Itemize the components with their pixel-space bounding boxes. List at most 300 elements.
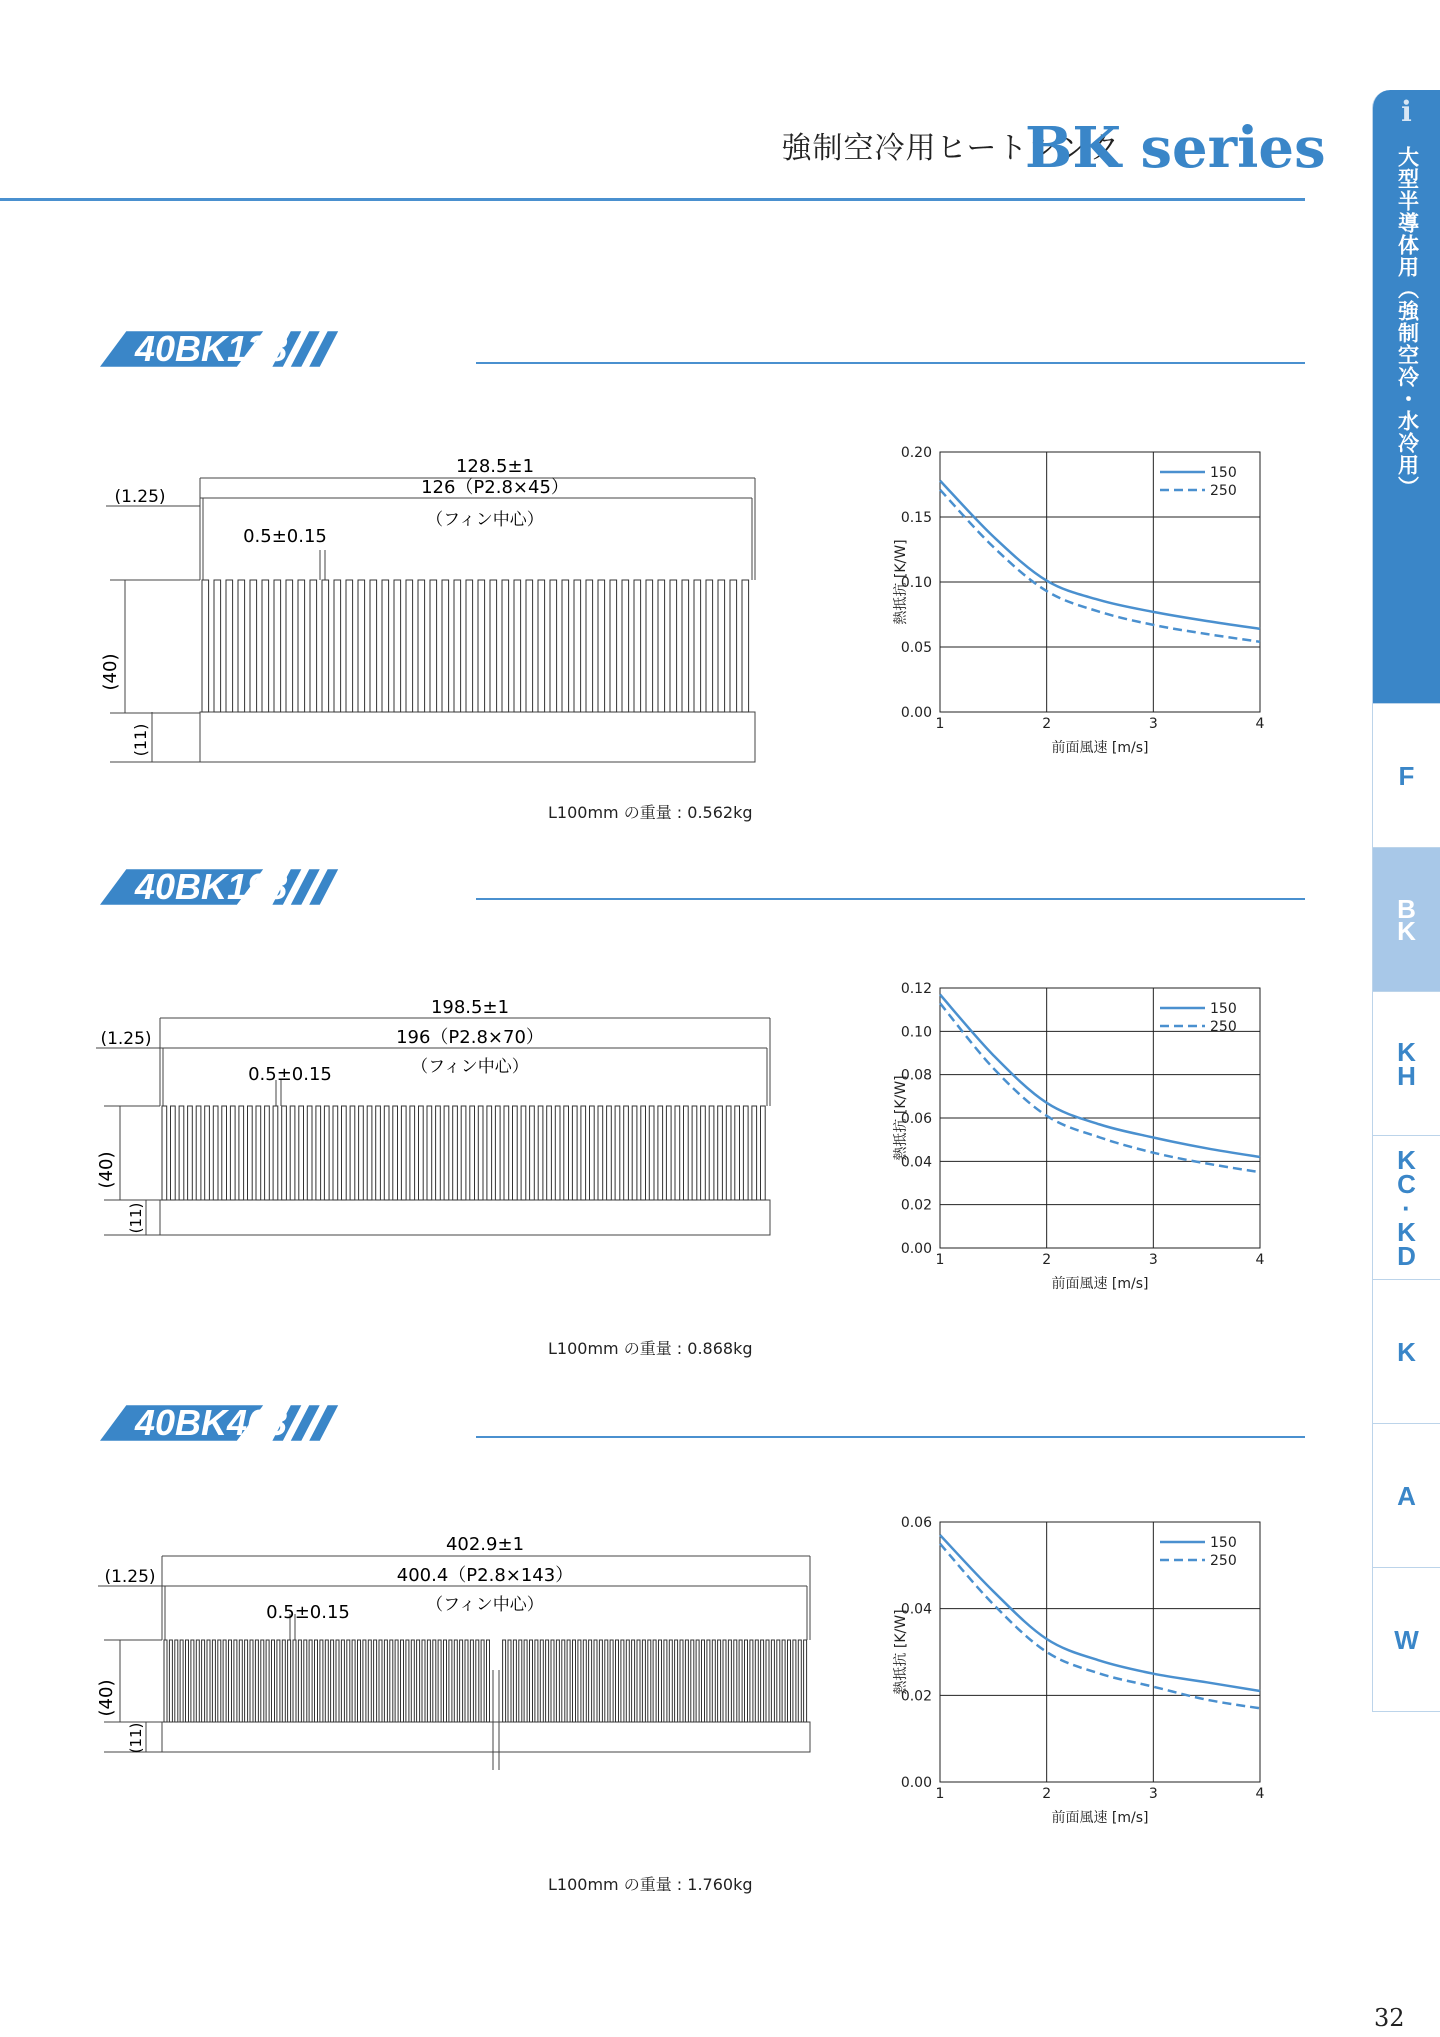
y-tick-label: 0.05: [900, 640, 932, 656]
fin: [590, 1106, 595, 1200]
fin: [261, 1640, 264, 1722]
x-tick-label: 1: [935, 1786, 945, 1802]
fin: [427, 1106, 432, 1200]
fin: [538, 580, 545, 712]
y-tick-label: 0.15: [900, 510, 932, 526]
fin: [521, 1106, 526, 1200]
fin: [632, 1640, 635, 1722]
weight-note: L100mm の重量 : 0.562kg: [548, 803, 753, 822]
fin: [422, 1640, 425, 1722]
fin: [202, 1640, 205, 1722]
fin: [504, 1106, 509, 1200]
fin: [418, 580, 425, 712]
sidebar-tab-main[interactable]: [1372, 90, 1440, 704]
fin: [310, 580, 317, 712]
dim-pitch: 196（P2.8×70）: [396, 1027, 544, 1048]
dim-fin-thickness: 0.5±0.15: [243, 526, 327, 547]
fin: [615, 1106, 620, 1200]
dim-pitch: 126（P2.8×45）: [421, 477, 569, 498]
fin: [682, 580, 689, 712]
dim-height: (40): [96, 1679, 117, 1717]
legend-label: 250: [1210, 1553, 1237, 1569]
fin: [444, 1106, 449, 1200]
sidebar-tab-k[interactable]: K: [1372, 1280, 1440, 1424]
fin-array: [202, 580, 749, 712]
fin: [438, 1640, 441, 1722]
page-title-jp: 強制空冷用ヒートシンク: [781, 131, 1120, 166]
fin: [265, 1106, 270, 1200]
fin-array: [164, 1640, 807, 1722]
fin: [393, 1106, 398, 1200]
fin: [346, 580, 353, 712]
fin: [583, 1640, 586, 1722]
fin: [788, 1640, 791, 1722]
fin: [401, 1106, 406, 1200]
fin: [771, 1640, 774, 1722]
weight-note: L100mm の重量 : 0.868kg: [548, 1339, 753, 1358]
y-axis-label: 熱抵抗 [K/W]: [893, 1609, 909, 1695]
fin: [540, 1640, 543, 1722]
fin: [410, 1106, 415, 1200]
x-tick-label: 4: [1255, 1252, 1265, 1268]
fin: [401, 1640, 404, 1722]
fin: [562, 1640, 565, 1722]
fin: [234, 1640, 237, 1722]
sidebar-tab-a[interactable]: A: [1372, 1424, 1440, 1568]
fin: [286, 580, 293, 712]
sidebar-top-label: 大型半導体用（強制空冷・水冷用）: [1395, 146, 1419, 498]
fin: [586, 580, 593, 712]
x-tick-label: 4: [1255, 716, 1265, 732]
fin: [239, 1640, 242, 1722]
fin: [316, 1106, 321, 1200]
fin: [680, 1640, 683, 1722]
fin: [171, 1106, 176, 1200]
fin: [530, 1640, 533, 1722]
fin: [508, 1640, 511, 1722]
fin: [336, 1640, 339, 1722]
fin: [745, 1640, 748, 1722]
fin: [196, 1106, 201, 1200]
series-line-150: [940, 481, 1260, 629]
fin: [325, 1640, 328, 1722]
y-tick-label: 0.04: [900, 1601, 932, 1618]
x-axis-label: 前面風速 [m/s]: [1051, 1810, 1149, 1826]
fin: [478, 1106, 483, 1200]
fin: [164, 1640, 167, 1722]
fin: [723, 1640, 726, 1722]
fin: [658, 580, 665, 712]
fin: [777, 1640, 780, 1722]
fin: [530, 1106, 535, 1200]
fin: [390, 1640, 393, 1722]
fin: [288, 1640, 291, 1722]
sidebar: [1372, 90, 1440, 1710]
fin: [430, 580, 437, 712]
fin: [646, 580, 653, 712]
fin: [701, 1106, 706, 1200]
fin: [272, 1640, 275, 1722]
fin: [461, 1106, 466, 1200]
fin: [755, 1640, 758, 1722]
y-tick-label: 0.00: [900, 705, 932, 721]
fin: [478, 580, 485, 712]
fin: [196, 1640, 199, 1722]
fin: [666, 1106, 671, 1200]
heatsink-drawing: [90, 440, 790, 780]
fin: [707, 1640, 710, 1722]
fin: [226, 580, 233, 712]
section-rule: [476, 362, 1305, 364]
fin: [669, 1640, 672, 1722]
y-tick-label: 0.04: [900, 1154, 932, 1171]
fin: [526, 580, 533, 712]
fin: [186, 1640, 189, 1722]
header-rule: [0, 198, 1305, 201]
fin: [730, 580, 737, 712]
fin: [739, 1640, 742, 1722]
fin: [670, 580, 677, 712]
fin: [621, 1640, 624, 1722]
fin: [610, 1640, 613, 1722]
sidebar-tab-kckd-label: KC·KD: [1397, 1144, 1416, 1271]
dim-overall: 198.5±1: [430, 997, 510, 1018]
fin: [222, 1106, 227, 1200]
fin: [556, 1640, 559, 1722]
y-tick-label: 0.06: [900, 1111, 932, 1127]
fin: [395, 1640, 398, 1722]
fin: [202, 580, 209, 712]
fin: [465, 1640, 468, 1722]
fin: [519, 1640, 522, 1722]
sidebar-tab-kh-label: KH: [1397, 1036, 1416, 1091]
fin: [684, 1106, 689, 1200]
y-tick-label: 0.12: [900, 981, 932, 997]
fin: [581, 1106, 586, 1200]
fin: [626, 1640, 629, 1722]
dim-overall: 402.9±1: [445, 1534, 525, 1555]
fin: [358, 1640, 361, 1722]
fin: [262, 580, 269, 712]
sidebar-tab-w[interactable]: W: [1372, 1568, 1440, 1712]
fin: [188, 1106, 193, 1200]
fin: [718, 580, 725, 712]
fin: [238, 580, 245, 712]
fin: [718, 1106, 723, 1200]
x-tick-label: 2: [1042, 1252, 1052, 1268]
thermal-resistance-chart: [880, 968, 1280, 1308]
y-tick-label: 0.10: [900, 575, 932, 591]
fin: [250, 580, 257, 712]
y-tick-label: 0.00: [900, 1775, 932, 1791]
fin: [804, 1640, 807, 1722]
fin: [502, 580, 509, 712]
fin: [658, 1106, 663, 1200]
sidebar-tab-f[interactable]: F: [1372, 704, 1440, 848]
fin: [433, 1640, 436, 1722]
fin: [632, 1106, 637, 1200]
fin: [694, 580, 701, 712]
fin: [290, 1106, 295, 1200]
fin: [352, 1640, 355, 1722]
fin: [427, 1640, 430, 1722]
y-tick-label: 0.02: [900, 1197, 932, 1214]
section-rule: [476, 898, 1305, 900]
fin: [298, 1640, 301, 1722]
fin: [333, 1106, 338, 1200]
fin: [605, 1640, 608, 1722]
dim-offset: (1.25): [104, 1567, 156, 1587]
fin: [218, 1640, 221, 1722]
fin: [782, 1640, 785, 1722]
fin: [766, 1640, 769, 1722]
fin: [572, 1106, 577, 1200]
fin: [384, 1106, 389, 1200]
x-tick-label: 2: [1042, 1786, 1052, 1802]
fin: [675, 1106, 680, 1200]
fin: [444, 1640, 447, 1722]
fin: [342, 1106, 347, 1200]
fin: [761, 1640, 764, 1722]
fin: [350, 1106, 355, 1200]
fin: [648, 1640, 651, 1722]
legend-label: 150: [1210, 1001, 1237, 1017]
fin: [417, 1640, 420, 1722]
fin: [384, 1640, 387, 1722]
fin: [223, 1640, 226, 1722]
dim-fin-thickness: 0.5±0.15: [266, 1602, 350, 1623]
fin: [513, 1106, 518, 1200]
y-tick-label: 0.06: [900, 1515, 932, 1531]
fin: [578, 1640, 581, 1722]
fin: [622, 580, 629, 712]
legend-label: 150: [1210, 1535, 1237, 1551]
section-rule: [476, 1436, 1305, 1438]
fin: [555, 1106, 560, 1200]
fin: [481, 1640, 484, 1722]
fin: [382, 580, 389, 712]
fin: [503, 1640, 506, 1722]
x-tick-label: 2: [1042, 716, 1052, 732]
fin: [616, 1640, 619, 1722]
fin: [293, 1640, 296, 1722]
fin: [691, 1640, 694, 1722]
fin: [368, 1640, 371, 1722]
fin: [239, 1106, 244, 1200]
fin: [599, 1640, 602, 1722]
fin: [250, 1640, 253, 1722]
fin: [798, 1640, 801, 1722]
fin: [624, 1106, 629, 1200]
fin: [726, 1106, 731, 1200]
fin: [750, 1640, 753, 1722]
fin: [649, 1106, 654, 1200]
x-axis-label: 前面風速 [m/s]: [1051, 740, 1149, 756]
fin: [514, 580, 521, 712]
fin: [513, 1640, 516, 1722]
fin: [551, 1640, 554, 1722]
dim-base: (11): [127, 1202, 145, 1234]
fin: [598, 1106, 603, 1200]
fin: [735, 1106, 740, 1200]
fin: [324, 1106, 329, 1200]
fin: [341, 1640, 344, 1722]
fin: [212, 1640, 215, 1722]
fin: [207, 1640, 210, 1722]
sidebar-tab-bk-label: BK: [1397, 893, 1416, 946]
fin: [449, 1640, 452, 1722]
fin: [298, 580, 305, 712]
y-tick-label: 0.00: [900, 1241, 932, 1257]
fin: [273, 1106, 278, 1200]
series-line-250: [940, 490, 1260, 642]
fin: [653, 1640, 656, 1722]
x-tick-label: 3: [1148, 1786, 1158, 1802]
fin: [248, 1106, 253, 1200]
sidebar-tab-kc-kd[interactable]: [1372, 1136, 1440, 1280]
fin: [487, 1106, 492, 1200]
fin: [205, 1106, 210, 1200]
fin: [685, 1640, 688, 1722]
y-tick-label: 0.10: [900, 1024, 932, 1041]
dim-base: (11): [131, 723, 150, 757]
fin: [282, 1640, 285, 1722]
fin: [664, 1640, 667, 1722]
y-axis-label: 熱抵抗 [K/W]: [893, 1075, 909, 1161]
fin: [322, 580, 329, 712]
fin: [370, 580, 377, 712]
dim-offset: (1.25): [114, 487, 166, 507]
fin: [367, 1106, 372, 1200]
fin: [359, 1106, 364, 1200]
fin: [547, 1106, 552, 1200]
fin: [594, 1640, 597, 1722]
fin: [567, 1640, 570, 1722]
dim-fin-center: （フィン中心）: [426, 510, 544, 530]
fin: [589, 1640, 592, 1722]
fin: [641, 1106, 646, 1200]
fin: [442, 580, 449, 712]
fin: [299, 1106, 304, 1200]
fin: [524, 1640, 527, 1722]
thermal-resistance-chart: [880, 1502, 1280, 1842]
fin: [214, 580, 221, 712]
fin: [692, 1106, 697, 1200]
dim-height: (40): [96, 1151, 117, 1189]
fin: [487, 1640, 490, 1722]
dim-offset: (1.25): [100, 1029, 152, 1049]
fin: [175, 1640, 178, 1722]
y-tick-label: 0.08: [900, 1067, 932, 1084]
fin: [245, 1640, 248, 1722]
model-name: 40BK403: [135, 1402, 288, 1443]
dim-base: (11): [127, 1722, 145, 1754]
fin: [538, 1106, 543, 1200]
fin: [213, 1106, 218, 1200]
fin: [307, 1106, 312, 1200]
fin: [712, 1640, 715, 1722]
fin: [419, 1106, 424, 1200]
model-name: 40BK128: [135, 328, 288, 369]
fin: [490, 580, 497, 712]
fin: [752, 1106, 757, 1200]
x-tick-label: 3: [1148, 1252, 1158, 1268]
fin: [454, 1640, 457, 1722]
y-tick-label: 0.20: [900, 445, 932, 461]
dim-pitch: 400.4（P2.8×143）: [396, 1565, 574, 1586]
dim-overall: 128.5±1: [455, 456, 535, 477]
y-axis-label: 熱抵抗 [K/W]: [893, 539, 909, 625]
heatsink-drawing: [90, 980, 790, 1250]
fin: [334, 580, 341, 712]
model-name: 40BK198: [135, 866, 288, 907]
fin: [470, 1106, 475, 1200]
fin: [376, 1106, 381, 1200]
fin: [718, 1640, 721, 1722]
fin: [406, 580, 413, 712]
fin: [282, 1106, 287, 1200]
fin: [169, 1640, 172, 1722]
heatsink-drawing: [90, 1520, 830, 1780]
fin: [320, 1640, 323, 1722]
fin: [394, 580, 401, 712]
fin: [562, 580, 569, 712]
x-tick-label: 4: [1255, 1786, 1265, 1802]
fin: [598, 580, 605, 712]
fin: [309, 1640, 312, 1722]
sidebar-tab-bk[interactable]: [1372, 848, 1440, 992]
fin: [230, 1106, 235, 1200]
fin: [742, 580, 749, 712]
fin: [363, 1640, 366, 1722]
fin: [702, 1640, 705, 1722]
fin: [358, 580, 365, 712]
fin: [546, 1640, 549, 1722]
fin: [495, 1106, 500, 1200]
fin: [696, 1640, 699, 1722]
fin: [460, 1640, 463, 1722]
dim-fin-center: （フィン中心）: [411, 1057, 529, 1077]
fin: [573, 1640, 576, 1722]
fin: [476, 1640, 479, 1722]
legend-label: 150: [1210, 465, 1237, 481]
x-axis-label: 前面風速 [m/s]: [1051, 1276, 1149, 1292]
fin: [728, 1640, 731, 1722]
fin: [406, 1640, 409, 1722]
legend-label: 250: [1210, 1019, 1237, 1035]
y-tick-label: 0.02: [900, 1688, 932, 1705]
fin: [734, 1640, 737, 1722]
sidebar-top-letter: i: [1401, 95, 1412, 128]
fin: [637, 1640, 640, 1722]
x-tick-label: 3: [1148, 716, 1158, 732]
fin: [466, 580, 473, 712]
fin: [642, 1640, 645, 1722]
fin: [761, 1106, 766, 1200]
legend-label: 250: [1210, 483, 1237, 499]
sidebar-tab-kh[interactable]: [1372, 992, 1440, 1136]
fin: [274, 580, 281, 712]
thermal-resistance-chart: [880, 432, 1280, 772]
fin: [634, 580, 641, 712]
fin: [162, 1106, 167, 1200]
fin: [743, 1106, 748, 1200]
fin: [256, 1106, 261, 1200]
series-title: BK series: [1025, 115, 1326, 181]
fin: [535, 1640, 538, 1722]
fin: [255, 1640, 258, 1722]
fin: [453, 1106, 458, 1200]
